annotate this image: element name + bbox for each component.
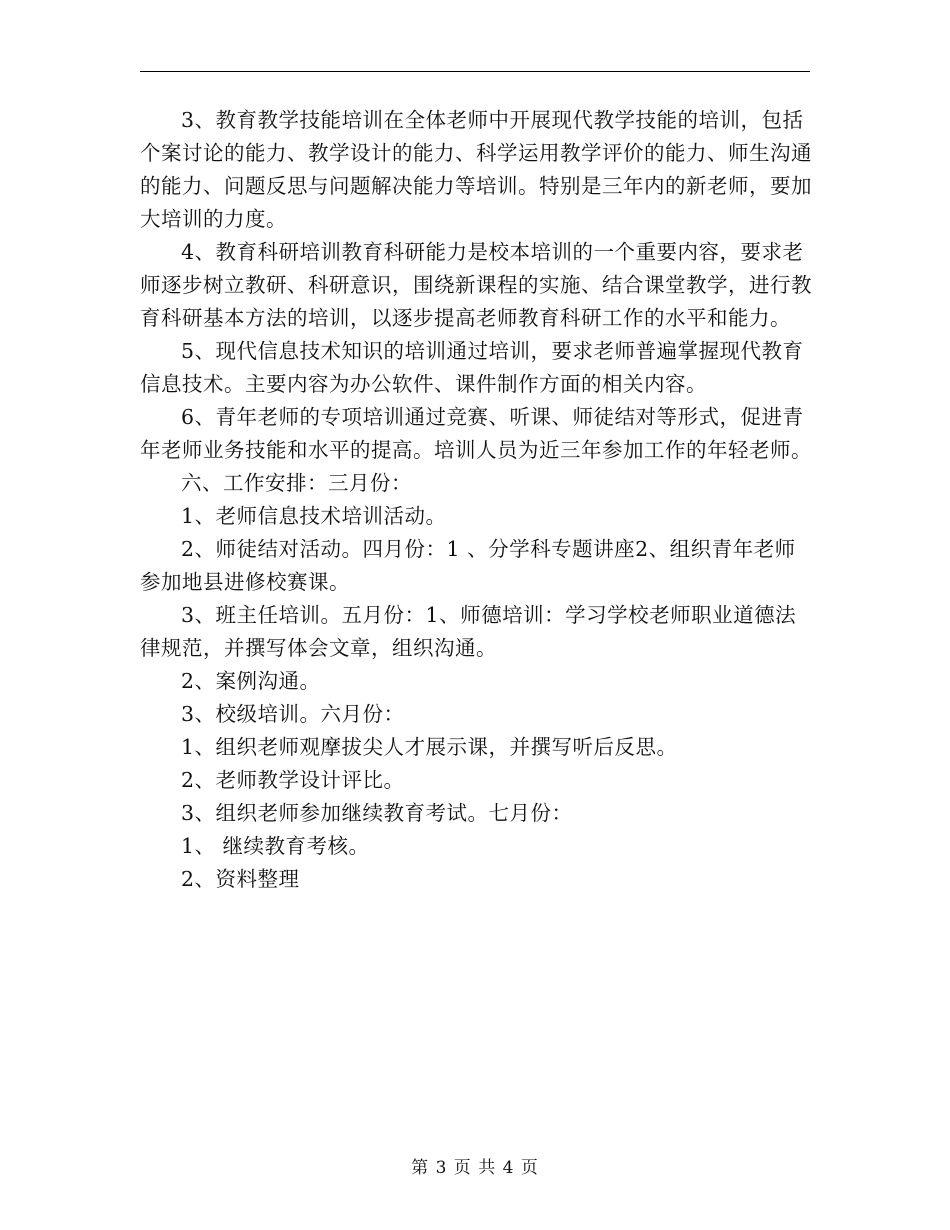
paragraph-young-teacher-training: 6、青年老师的专项培训通过竞赛、听课、师徒结对等形式，促进青年老师业务技能和水平的提高。培训人员为近三年参加工作的年轻老师。 — [140, 405, 812, 462]
list-item: 2、老师教学设计评比。 — [181, 768, 405, 792]
paragraph-teaching-skills-training: 3、教育教学技能培训在全体老师中开展现代教学技能的培训，包括个案讨论的能力、教学设计的能力、科学运用教学评价的能力、师生沟通的能力、问题反思与问题解决能力等培训。特别是三年内的新老师，要加大培训的力度。 — [140, 108, 812, 231]
list-item: 3、组织老师参加继续教育考试。七月份： — [181, 801, 573, 825]
section-heading-work-arrangement: 六、工作安排：三月份： — [181, 471, 412, 495]
paragraph-research-training: 4、教育科研培训教育科研能力是校本培训的一个重要内容，要求老师逐步树立教研、科研意识，围绕新课程的实施、结合课堂教学，进行教育科研基本方法的培训，以逐步提高老师教育科研工作的水平和能力。 — [140, 240, 812, 330]
list-item: 3、校级培训。六月份： — [181, 702, 405, 726]
list-item: 1、组织老师观摩拔尖人才展示课，并撰写听后反思。 — [181, 735, 678, 759]
paragraph-it-training: 5、现代信息技术知识的培训通过培训，要求老师普遍掌握现代教育信息技术。主要内容为办公软件、课件制作方面的相关内容。 — [140, 339, 804, 396]
page-number-footer: 第 3 页 共 4 页 — [411, 1158, 539, 1178]
header-rule — [140, 71, 810, 72]
list-item: 2、资料整理 — [181, 867, 300, 891]
list-item: 2、师徒结对活动。四月份：1 、分学科专题讲座2、组织青年老师参加地县进修校赛课。 — [140, 537, 796, 594]
list-item: 1、老师信息技术培训活动。 — [181, 504, 447, 528]
list-item: 1、 继续教育考核。 — [181, 834, 370, 858]
document-body — [140, 104, 812, 896]
list-item: 2、案例沟通。 — [181, 669, 321, 693]
list-item: 3、班主任培训。五月份：1、师德培训：学习学校老师职业道德法律规范，并撰写体会文章，组织沟通。 — [140, 603, 797, 660]
